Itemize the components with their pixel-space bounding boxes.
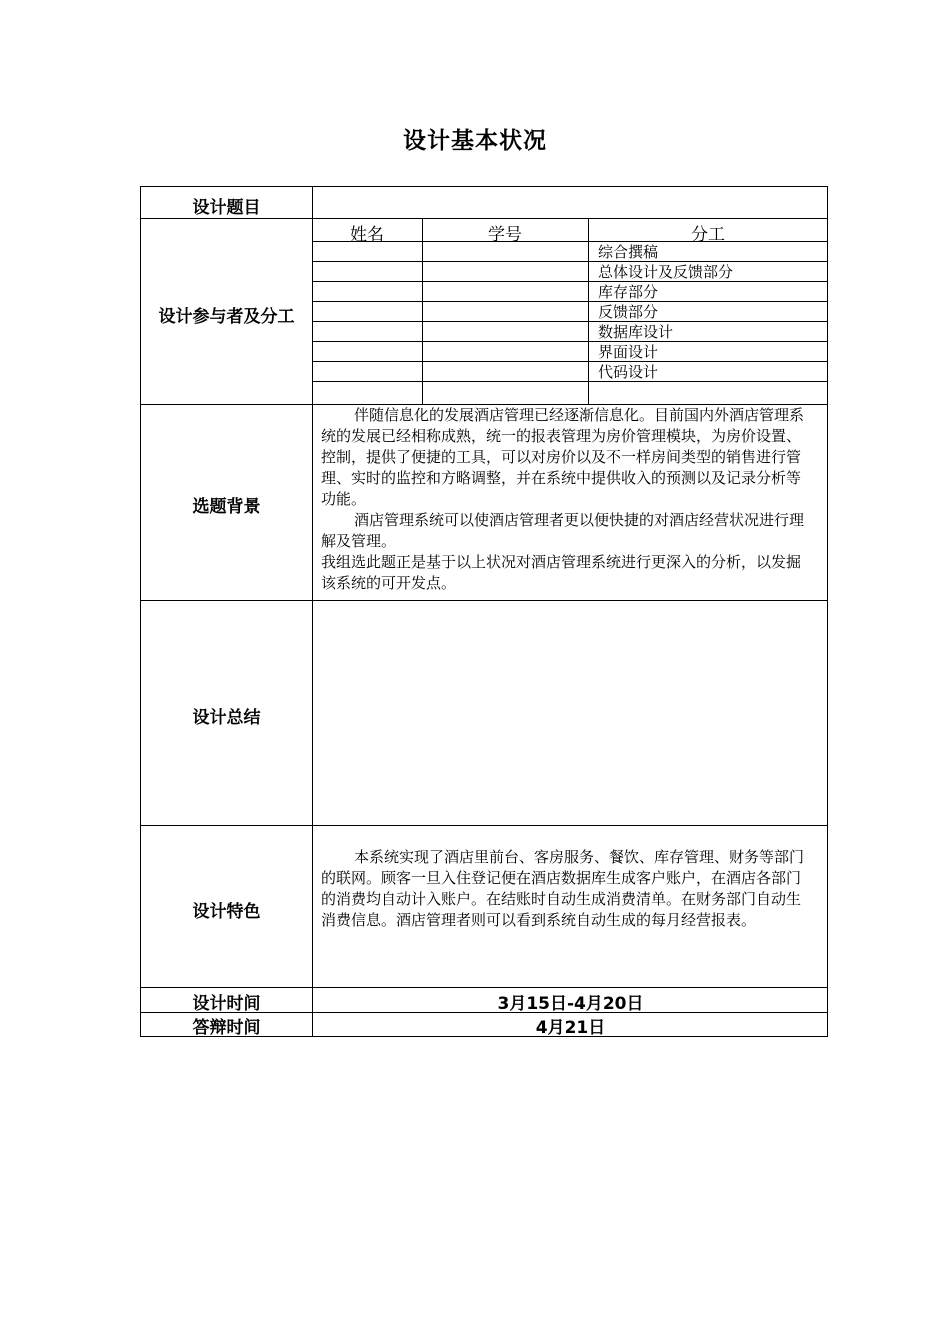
features-paragraph: 本系统实现了酒店里前台、客房服务、餐饮、库存管理、财务等部门的联网。顾客一旦入住登记便在酒店数据库生成客户账户，在酒店各部门的消费均自动计入账户。在结账时自动生成消费清单。在财务部门自动生消费信息。酒店管理者则可以看到系统自动生成的每月经营报表。: [321, 848, 805, 929]
participants-row-rule: [312, 341, 828, 342]
table-label-divider: [312, 186, 313, 1037]
task-item: 库存部分: [598, 283, 659, 301]
design-time-label: 设计时间: [192, 994, 261, 1014]
participants-label: 设计参与者及分工: [158, 307, 295, 327]
summary-label: 设计总结: [192, 708, 261, 728]
design-time-value: 3月15日-4月20日: [497, 994, 644, 1014]
participants-row-rule: [312, 361, 828, 362]
background-label: 选题背景: [192, 497, 261, 517]
task-item: 总体设计及反馈部分: [598, 263, 734, 281]
task-item: 代码设计: [598, 363, 659, 381]
table-rule: [140, 825, 828, 826]
table-rule: [140, 987, 828, 988]
participants-row-rule: [312, 381, 828, 382]
table-rule: [140, 218, 828, 219]
defense-time-value: 4月21日: [535, 1018, 606, 1038]
participants-col-divider: [422, 218, 423, 404]
topic-label: 设计题目: [192, 198, 261, 218]
participants-col-divider: [588, 218, 589, 404]
task-item: 数据库设计: [598, 323, 674, 341]
header-student-id: 学号: [488, 225, 522, 245]
task-item: 反馈部分: [598, 303, 659, 321]
header-task: 分工: [691, 225, 725, 245]
participants-row-rule: [312, 301, 828, 302]
background-paragraph: 伴随信息化的发展酒店管理已经逐渐信息化。目前国内外酒店管理系统的发展已经相称成熟，统一的报表管理为房价管理模块，为房价设置、控制，提供了便捷的工具，可以对房价以及不一样房间类型的销售进行管理、实时的监控和方略调整，并在系统中提供收入的预测以及记录分析等功能。: [321, 406, 805, 508]
header-name: 姓名: [350, 225, 384, 245]
participants-row-rule: [312, 321, 828, 322]
participants-row-rule: [312, 261, 828, 262]
task-item: 界面设计: [598, 343, 659, 361]
task-item: 综合撰稿: [598, 243, 659, 261]
table-border-right: [827, 186, 828, 1037]
features-label: 设计特色: [192, 902, 261, 922]
features-text: [321, 847, 813, 931]
defense-time-label: 答辩时间: [192, 1018, 261, 1038]
page-title: 设计基本状况: [403, 128, 547, 154]
table-rule: [140, 186, 828, 187]
participants-row-rule: [312, 281, 828, 282]
background-paragraph: 酒店管理系统可以使酒店管理者更以便快捷的对酒店经营状况进行理解及管理。: [321, 511, 805, 550]
background-paragraph: 我组选此题正是基于以上状况对酒店管理系统进行更深入的分析，以发掘该系统的可开发点。: [321, 553, 802, 592]
background-text: [321, 405, 813, 594]
table-rule: [140, 600, 828, 601]
